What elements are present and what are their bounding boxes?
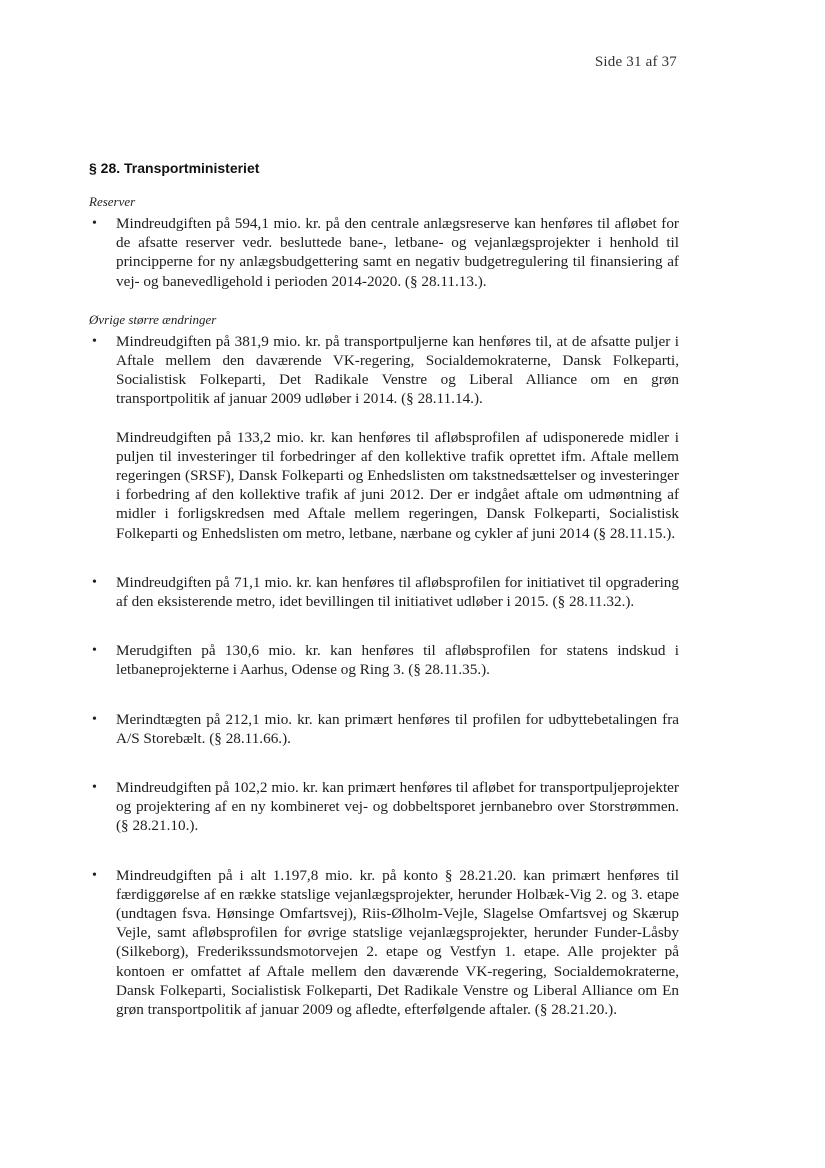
bullet-item — [89, 573, 679, 611]
bullet-item — [89, 214, 679, 291]
paragraph: Mindreudgiften på 594,1 mio. kr. på den centrale anlægsreserve kan henføres til afløbet for de afsatte reserver vedr. besluttede bane-, letbane- og vejanlægsprojekter i henhold til principperne for ny anlægsbudgettering samt en negativ budgetregulering til finansiering af vej- og banevedligehold i perioden 2014-2020. (§ 28.11.13.). — [116, 215, 679, 290]
paragraph: Mindreudgiften på 102,2 mio. kr. kan primært henføres til afløbet for transportpuljeprojekter og projektering af en ny kombineret vej- og dobbeltsporet jernbanebro over Storstrømmen. (§ 28.21.10.). — [116, 779, 679, 835]
bullet-item — [89, 778, 679, 836]
bullet-icon: • — [92, 867, 97, 883]
document-body — [89, 193, 679, 1019]
bullet-item — [89, 332, 679, 543]
page-number: Side 31 af 37 — [594, 54, 677, 70]
bullet-icon: • — [92, 216, 97, 231]
subheading-ovrige: Øvrige større ændringer — [89, 311, 217, 327]
bullet-icon: • — [92, 711, 97, 727]
paragraph: Mindreudgiften på i alt 1.197,8 mio. kr. på konto § 28.21.20. kan primært henføres til færdiggørelse af en række statslige vejanlægsprojekter, herunder Holbæk-Vig 2. og 3. etape (undtagen fsva. Hønsinge Omfartsvej), Riis-Ølholm-Vejle, Slagelse Omfartsvej og Skærup Vejle, samt afløbsprofilen for øvrige statslige vejanlægsprojekter, herunder Funder-Låsby (Silkeborg), Frederikssundsmotorvejen 2. etape og Vestfyn 1. etape. Alle projekter på kontoen er omfattet af Aftale mellem den daværende VK-regering, Socialdemokraterne, Dansk Folkeparti, Socialistisk Folkeparti, Det Radikale Venstre og Liberal Alliance om En grøn transportpolitik af januar 2009 og afledte, efterfølgende aftaler. (§ 28.21.20.). — [116, 866, 679, 1019]
paragraph: Mindreudgiften på 71,1 mio. kr. kan henføres til afløbsprofilen for initiativet til opgradering af den eksisterende metro, idet bevillingen til initiativet udløber i 2015. (§ 28.11.32.). — [116, 573, 679, 611]
subheading-reserver: Reserver — [89, 194, 136, 209]
bullet-icon: • — [92, 333, 97, 349]
bullet-icon: • — [92, 574, 97, 590]
bullet-icon: • — [92, 780, 97, 796]
bullet-icon: • — [92, 643, 97, 659]
paragraph: Merindtægten på 212,1 mio. kr. kan primært henføres til profilen for udbyttebetalingen fra A/S Storebælt. (§ 28.11.66.). — [116, 710, 679, 747]
bullet-item — [89, 710, 679, 748]
section-heading: § 28. Transportministeriet — [89, 160, 260, 176]
bullet-item — [89, 866, 679, 1020]
paragraph: Mindreudgiften på 133,2 mio. kr. kan henføres til afløbsprofilen af udisponerede midler i puljen til investeringer til forbedringer af den kollektive trafik oprettet ifm. Aftale mellem regeringen (SRSF), Dansk Folkeparti og Enhedslisten om takstnedsættelser og investeringer i forbedring af den kollektive trafik af juni 2012. Der er indgået aftale om udmøntning af midler i forligskredsen med Aftale mellem regeringen, Dansk Folkeparti, Socialistisk Folkeparti og Enhedslisten om metro, letbane, nærbane og cykler af juni 2014 (§ 28.11.15.). — [116, 428, 679, 542]
bullet-item — [89, 641, 679, 679]
paragraph: Merudgiften på 130,6 mio. kr. kan henføres til afløbsprofilen for statens indskud i letbaneprojekterne i Aarhus, Odense og Ring 3. (§ 28.11.35.). — [116, 642, 679, 679]
paragraph: Mindreudgiften på 381,9 mio. kr. på transportpuljerne kan henføres til, at de afsatte puljer i Aftale mellem den daværende VK-regering, Socialdemokraterne, Dansk Folkeparti, Socialistisk Folkeparti, Det Radikale Venstre og Liberal Alliance om en grøn transportpolitik af januar 2009 udløber i 2014. (§ 28.11.14.). — [116, 332, 679, 408]
